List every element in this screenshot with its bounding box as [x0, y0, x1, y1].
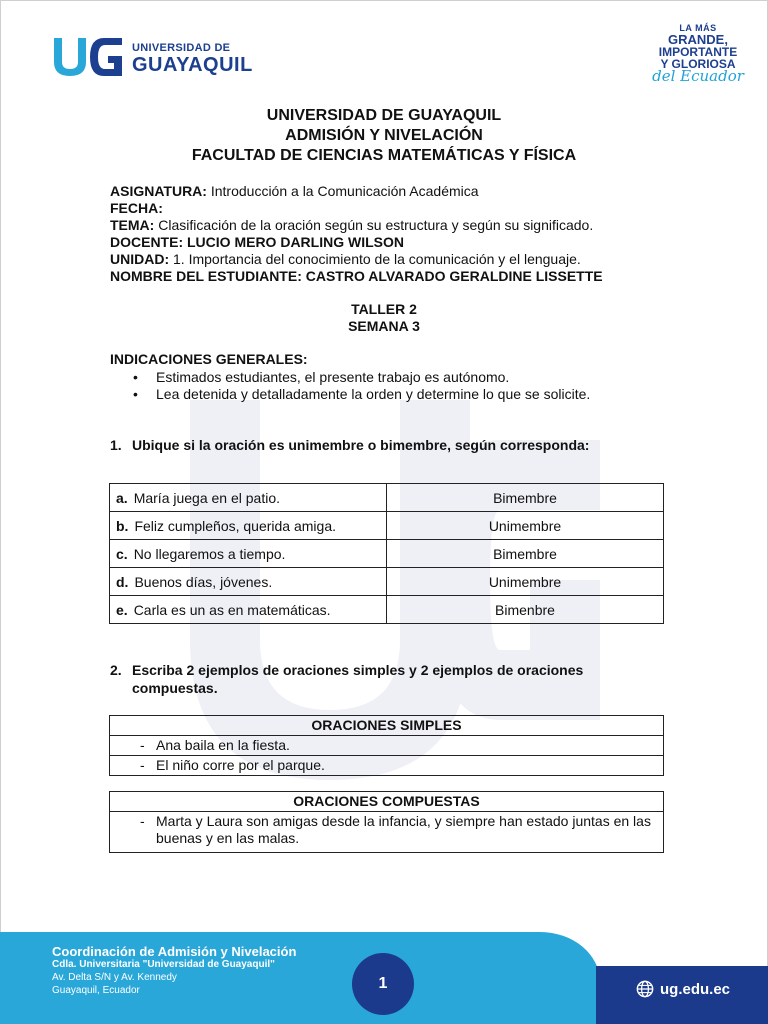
answer-cell: Bimembre: [387, 540, 664, 568]
footer-line-2: Cdla. Universitaria "Universidad de Guayaquil": [52, 959, 275, 970]
asignatura-value: Introducción a la Comunicación Académica: [206, 183, 479, 199]
website-text[interactable]: ug.edu.ec: [660, 980, 731, 998]
example-text: Marta y Laura son amigas desde la infancia, y siempre han estado juntas en las buenas y en las malas.: [156, 813, 651, 846]
row-letter: b.: [116, 517, 129, 534]
indicaciones-title: INDICACIONES GENERALES:: [110, 351, 308, 367]
list-item: • Estimados estudiantes, el presente trabajo es autónomo.: [133, 369, 590, 386]
estudiante-text: NOMBRE DEL ESTUDIANTE: CASTRO ALVARADO GERALDINE LISSETTE: [110, 268, 603, 284]
globe-icon: [636, 980, 654, 998]
sentence-cell: [110, 484, 387, 512]
dash-marker: -: [140, 813, 145, 829]
sentence-text: No llegaremos a tiempo.: [133, 545, 286, 562]
slogan-line-2: GRANDE,: [668, 32, 728, 47]
footer-line-1: Coordinación de Admisión y Nivelación: [52, 944, 297, 959]
fecha-label: FECHA:: [110, 200, 163, 216]
asignatura-label: ASIGNATURA:: [110, 183, 207, 199]
example-cell: [110, 756, 664, 776]
title-university: UNIVERSIDAD DE GUAYAQUIL: [266, 107, 502, 124]
semana-label: SEMANA 3: [348, 318, 420, 334]
workshop-heading: [0, 301, 768, 335]
sentence-text: María juega en el patio.: [133, 489, 281, 506]
indicaciones-list: [133, 369, 590, 403]
sentence-cell: [110, 596, 387, 624]
table-row: [110, 568, 664, 596]
university-logo: [52, 36, 252, 80]
slogan-line-5: del Ecuador: [652, 67, 744, 85]
table-header-row: [110, 716, 664, 736]
tema-label: TEMA:: [110, 217, 155, 233]
website-link[interactable]: [636, 980, 730, 998]
dash-marker: -: [140, 737, 145, 753]
sentence-text: Carla es un as en matemáticas.: [133, 601, 331, 618]
slogan-logo: [652, 22, 744, 85]
answer-cell: Unimembre: [387, 568, 664, 596]
answer-cell: Bimembre: [387, 484, 664, 512]
table-row: [110, 756, 664, 776]
question-number: 2.: [110, 662, 122, 678]
logo-text-bottom: GUAYAQUIL: [132, 54, 253, 76]
logo-text-top: UNIVERSIDAD DE: [132, 42, 231, 54]
taller-label: TALLER 2: [351, 301, 417, 317]
sentence-classification-table: [109, 483, 664, 624]
tema-line: [110, 217, 603, 234]
page-number: 1: [352, 953, 414, 1015]
title-admission: ADMISIÓN Y NIVELACIÓN: [285, 127, 483, 144]
sentence-cell: [110, 568, 387, 596]
unidad-line: [110, 251, 603, 268]
fecha-line: [110, 200, 603, 217]
footer-line-4: Guayaquil, Ecuador: [52, 985, 140, 996]
sentence-cell: [110, 540, 387, 568]
table-row: [110, 812, 664, 853]
slogan-line-4: Y GLORIOSA: [660, 57, 736, 71]
docente-line: [110, 234, 603, 251]
example-text: Ana baila en la fiesta.: [156, 737, 290, 753]
ug-logo-icon: [52, 36, 124, 78]
simples-header: ORACIONES SIMPLES: [110, 716, 664, 736]
table-header-row: [110, 792, 664, 812]
sentence-text: Buenos días, jóvenes.: [134, 573, 273, 590]
answer-cell: Unimembre: [387, 512, 664, 540]
question-text: Escriba 2 ejemplos de oraciones simples y 2 ejemplos de oraciones compuestas.: [132, 662, 584, 696]
list-item: • Lea detenida y detalladamente la orden y determine lo que se solicite.: [133, 386, 590, 403]
table-row: [110, 736, 664, 756]
example-cell: [110, 736, 664, 756]
sentence-cell: [110, 512, 387, 540]
compuestas-header: ORACIONES COMPUESTAS: [110, 792, 664, 812]
table-row: [110, 596, 664, 624]
document-titles: [0, 106, 768, 166]
footer-address: [52, 945, 296, 997]
unidad-value: 1. Importancia del conocimiento de la comunicación y el lenguaje.: [169, 251, 581, 267]
answer-cell: Bimenbre: [387, 596, 664, 624]
estudiante-line: [110, 268, 603, 285]
unidad-label: UNIDAD:: [110, 251, 170, 267]
question-number: 1.: [110, 437, 122, 453]
slogan-line-3: IMPORTANTE: [658, 45, 738, 59]
example-cell: [110, 812, 664, 853]
asignatura-line: [110, 183, 603, 200]
row-letter: e.: [116, 601, 128, 618]
sentence-text: Feliz cumpleños, querida amiga.: [134, 517, 336, 534]
table-row: [110, 540, 664, 568]
table-row: [110, 484, 664, 512]
course-info: [110, 183, 603, 285]
simple-sentences-table: [109, 715, 664, 776]
slogan-line-1: LA MÁS: [679, 23, 717, 33]
title-faculty: FACULTAD DE CIENCIAS MATEMÁTICAS Y FÍSICA: [191, 147, 577, 164]
row-letter: d.: [116, 573, 129, 590]
tema-value: Clasificación de la oración según su estructura y según su significado.: [154, 217, 594, 233]
example-text: El niño corre por el parque.: [156, 757, 325, 773]
docente-text: DOCENTE: LUCIO MERO DARLING WILSON: [110, 234, 404, 250]
table-row: [110, 512, 664, 540]
question-text: Ubique si la oración es unimembre o bimembre, según corresponda:: [132, 437, 590, 453]
dash-marker: -: [140, 757, 145, 773]
row-letter: c.: [116, 545, 128, 562]
compound-sentences-table: [109, 791, 664, 853]
row-letter: a.: [116, 489, 128, 506]
footer-line-3: Av. Delta S/N y Av. Kennedy: [52, 972, 177, 983]
